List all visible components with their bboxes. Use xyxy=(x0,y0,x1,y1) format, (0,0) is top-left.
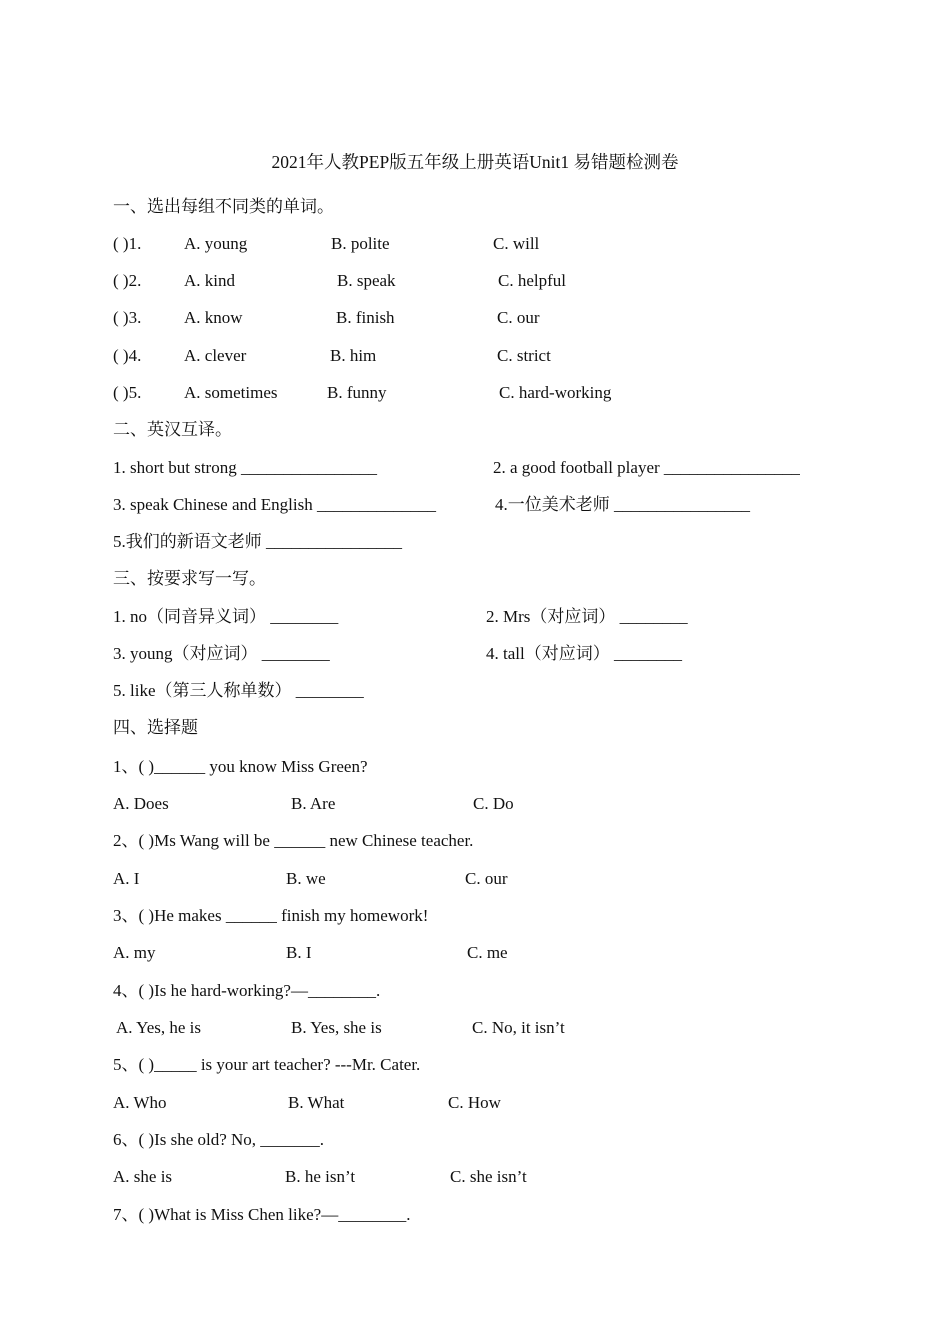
item-number: ( )5. xyxy=(113,383,142,402)
option-b: B. him xyxy=(330,346,377,365)
option-a: A. I xyxy=(113,869,140,888)
option-a: A. Yes, he is xyxy=(116,1018,202,1037)
item-number: ( )4. xyxy=(113,346,142,365)
option-b: B. we xyxy=(286,869,326,888)
option-c: C. strict xyxy=(497,346,551,365)
option-a: A. my xyxy=(113,943,156,962)
option-c: C. How xyxy=(448,1093,501,1112)
section-2-heading: 二、英汉互译。 xyxy=(113,420,232,439)
option-a: A. she is xyxy=(113,1167,173,1186)
section-3-heading: 三、按要求写一写。 xyxy=(113,569,266,588)
option-c: C. helpful xyxy=(498,271,566,290)
item-number: ( )3. xyxy=(113,308,142,327)
translation-q1: 1. short but strong ________________ xyxy=(113,458,377,477)
question-stem: 1、( )______ you know Miss Green? xyxy=(113,757,368,776)
option-b: B. speak xyxy=(337,271,396,290)
translation-q3: 3. speak Chinese and English ______________ xyxy=(113,495,436,514)
item-number: ( )2. xyxy=(113,271,142,290)
option-b: B. he isn’t xyxy=(285,1167,356,1186)
translation-q2: 2. a good football player ________________ xyxy=(493,458,800,477)
question-stem: 5、( )_____ is your art teacher? ---Mr. Cater. xyxy=(113,1055,421,1074)
option-c: C. hard-working xyxy=(499,383,612,402)
question-stem: 7、( )What is Miss Chen like?—________. xyxy=(113,1205,411,1224)
section-4-heading: 四、选择题 xyxy=(113,718,198,737)
option-c: C. me xyxy=(467,943,508,962)
option-c: C. No, it isn’t xyxy=(472,1018,565,1037)
option-b: B. finish xyxy=(336,308,395,327)
item-number: ( )1. xyxy=(113,234,142,253)
page-title: 2021年人教PEP版五年级上册英语Unit1 易错题检测卷 xyxy=(271,152,679,172)
translation-q5: 5.我们的新语文老师 ________________ xyxy=(113,532,402,551)
translation-q4: 4.一位美术老师 ________________ xyxy=(495,495,750,514)
option-b: B. What xyxy=(288,1093,345,1112)
option-b: B. Yes, she is xyxy=(291,1018,382,1037)
option-c: C. our xyxy=(497,308,540,327)
option-a: A. Who xyxy=(113,1093,167,1112)
option-b: B. polite xyxy=(331,234,390,253)
option-c: C. Do xyxy=(473,794,514,813)
writing-q4: 4. tall（对应词） ________ xyxy=(486,644,682,663)
option-a: A. young xyxy=(184,234,248,253)
question-stem: 2、( )Ms Wang will be ______ new Chinese teacher. xyxy=(113,831,474,850)
writing-q5: 5. like（第三人称单数） ________ xyxy=(113,681,364,700)
section-1-heading: 一、选出每组不同类的单词。 xyxy=(113,197,334,216)
option-a: A. know xyxy=(184,308,243,327)
option-b: B. Are xyxy=(291,794,336,813)
option-a: A. sometimes xyxy=(184,383,278,402)
option-b: B. I xyxy=(286,943,312,962)
question-stem: 4、( )Is he hard-working?—________. xyxy=(113,981,381,1000)
option-a: A. clever xyxy=(184,346,247,365)
option-a: A. kind xyxy=(184,271,235,290)
option-c: C. our xyxy=(465,869,508,888)
option-b: B. funny xyxy=(327,383,387,402)
writing-q3: 3. young（对应词） ________ xyxy=(113,644,330,663)
question-stem: 6、( )Is she old? No, _______. xyxy=(113,1130,325,1149)
option-c: C. she isn’t xyxy=(450,1167,527,1186)
option-c: C. will xyxy=(493,234,540,253)
option-a: A. Does xyxy=(113,794,169,813)
writing-q2: 2. Mrs（对应词） ________ xyxy=(486,607,688,626)
question-stem: 3、( )He makes ______ finish my homework! xyxy=(113,906,429,925)
writing-q1: 1. no（同音异义词） ________ xyxy=(113,607,339,626)
